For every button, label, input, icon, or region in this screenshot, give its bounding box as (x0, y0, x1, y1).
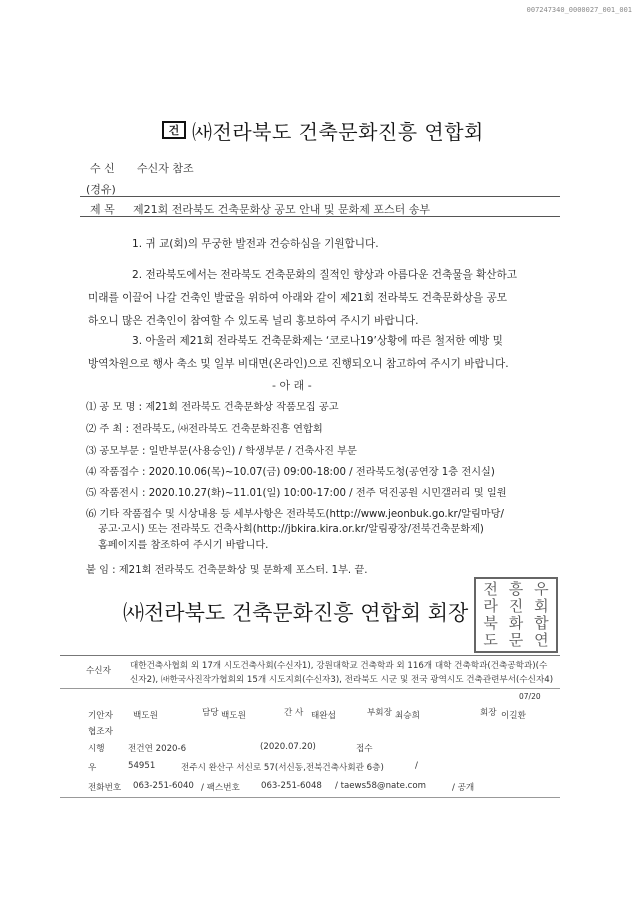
list-item: ⑵ 주 최 : 전라북도, ㈔전라북도 건축문화진흥 연합회 (86, 424, 323, 435)
list-item: ⑶ 공모부문 : 일반부문(사용승인) / 학생부문 / 건축사진 부문 (86, 446, 357, 457)
cooperator-label: 협조자 (88, 727, 113, 737)
seal-char: 진 (508, 597, 524, 615)
attachment-line: 붙 임 : 제21회 전라북도 건축문화상 및 문화제 포스터. 1부. 끝. (86, 565, 368, 576)
seal-char: 연 (534, 631, 549, 649)
seal-char: 전 (483, 580, 498, 598)
paragraph-2b: 미래를 이끌어 나갈 건축인 발굴을 위하여 아래와 같이 제21회 전라북도 건축문화상을 공모 (88, 292, 507, 304)
seal-char: 문 (508, 631, 524, 649)
vice-chair-label: 부회장 (367, 708, 392, 718)
address-label: 우 (88, 763, 97, 773)
subject-label: 제 목 (90, 203, 115, 216)
seal-char: 회 (534, 597, 549, 615)
seal-char: 도 (483, 631, 498, 649)
paragraph-2c: 하오니 많은 건축인이 참여할 수 있도록 널리 홍보하여 주시기 바랍니다. (88, 315, 419, 327)
list-item: ⑴ 공 모 명 : 제21회 전라북도 건축문화상 작품모집 공고 (86, 402, 339, 413)
list-item: ⑷ 작품접수 : 2020.10.06(목)~10.07(금) 09:00-18:00 / 전라북도청(공연장 1층 전시실) (86, 467, 495, 478)
handler-name: 백도원 (221, 711, 246, 721)
address: 전주시 완산구 서신로 57(서신동,전북건축사회관 6층) (181, 763, 384, 773)
list-item: ⑸ 작품전시 : 2020.10.27(화)~11.01(일) 10:00-17:00 / 전주 덕진공원 시민갤러리 및 일원 (86, 488, 507, 499)
postal-code: 54951 (128, 761, 156, 771)
disclosure-status: / 공개 (452, 783, 475, 793)
chair-label: 회장 (480, 708, 497, 718)
seal-char: 합 (534, 614, 549, 632)
chair-name: 이길환 (501, 711, 526, 721)
address-separator: / (415, 761, 418, 771)
organization-logo: 건 (162, 121, 186, 139)
execution-value: 전건연 2020-6 (128, 744, 187, 754)
below-heading: - 아 래 - (272, 379, 312, 392)
organization-title: ㈔전라북도 건축문화진흥 연합회 (192, 120, 484, 144)
recipients-line-2: 신자2), ㈔한국사진작가협회외 15개 시도지회(수신자3), 전라북도 시군 및 전국 광역시도 건축관련부서(수신자4) (130, 675, 554, 685)
execution-label: 시행 (88, 744, 105, 754)
list-item: 홈페이지를 참조하여 주시기 바랍니다. (98, 540, 269, 551)
meta-divider-top (80, 196, 560, 197)
footer-divider-top (60, 655, 560, 656)
seal-char: 화 (508, 614, 524, 632)
recipients-label: 수신자 (86, 666, 111, 676)
drafter-name: 백도원 (133, 711, 158, 721)
recipients-line-1: 대한건축사협회 외 17개 시도건축사회(수신자1), 강원대학교 건축학과 외 116개 대학 건축학과(건축공학과)(수 (130, 661, 548, 671)
footer-divider-bottom (60, 797, 560, 798)
meta-divider-bottom (80, 216, 560, 217)
receipt-label: 접수 (356, 744, 373, 754)
phone-number: 063-251-6040 (133, 781, 194, 791)
seal-char: 우 (534, 580, 549, 598)
seal-char: 흥 (508, 580, 524, 598)
email-address: / taews58@nate.com (335, 781, 427, 791)
paragraph-3b: 방역차원으로 행사 축소 및 일부 비대면(온라인)으로 진행되오니 참고하여 주시기 바랍니다. (88, 358, 509, 370)
director-label: 간 사 (284, 708, 304, 718)
paragraph-2a: 2. 전라북도에서는 전라북도 건축문화의 질적인 향상과 아름다운 건축물을 확산하고 (132, 269, 517, 281)
footer-divider-mid (60, 688, 560, 689)
director-name: 태완섭 (311, 711, 336, 721)
official-seal (474, 577, 558, 653)
recipient-label: 수 신 (90, 162, 115, 175)
sender-signature: ㈔전라북도 건축문화진흥 연합회 회장 (123, 601, 469, 625)
fax-label: / 팩스번호 (201, 783, 240, 793)
paragraph-3a: 3. 아울러 제21회 전라북도 건축문화제는 ‘코로나19’상황에 따른 철저한 예방 및 (132, 335, 503, 347)
handler-label: 담당 (202, 708, 219, 718)
recipient-value: 수신자 참조 (137, 162, 194, 175)
list-item: ⑹ 기타 작품접수 및 시상내용 등 세부사항은 전라북도(http://www.jeonbuk.go.kr/알림마당/ (86, 509, 504, 520)
execution-date: (2020.07.20) (260, 742, 316, 752)
document-id: 007247340_0000027_001_001 (526, 6, 632, 14)
drafter-label: 기안자 (88, 711, 113, 721)
via-label: (경유) (86, 183, 116, 196)
vice-chair-name: 최승희 (395, 711, 420, 721)
list-item: 공고·고시) 또는 전라북도 건축사회(http://jbkira.kira.or.kr/알림광장/전북건축문화제) (98, 524, 484, 535)
phone-label: 전화번호 (88, 783, 122, 793)
paragraph-1: 1. 귀 교(회)의 무궁한 발전과 건승하심을 기원합니다. (132, 238, 379, 250)
date-small: 07/20 (519, 692, 541, 701)
fax-number: 063-251-6048 (261, 781, 322, 791)
seal-char: 북 (483, 614, 498, 632)
subject-value: 제21회 전라북도 건축문화상 공모 안내 및 문화제 포스터 송부 (133, 203, 430, 216)
seal-char: 라 (483, 597, 498, 615)
